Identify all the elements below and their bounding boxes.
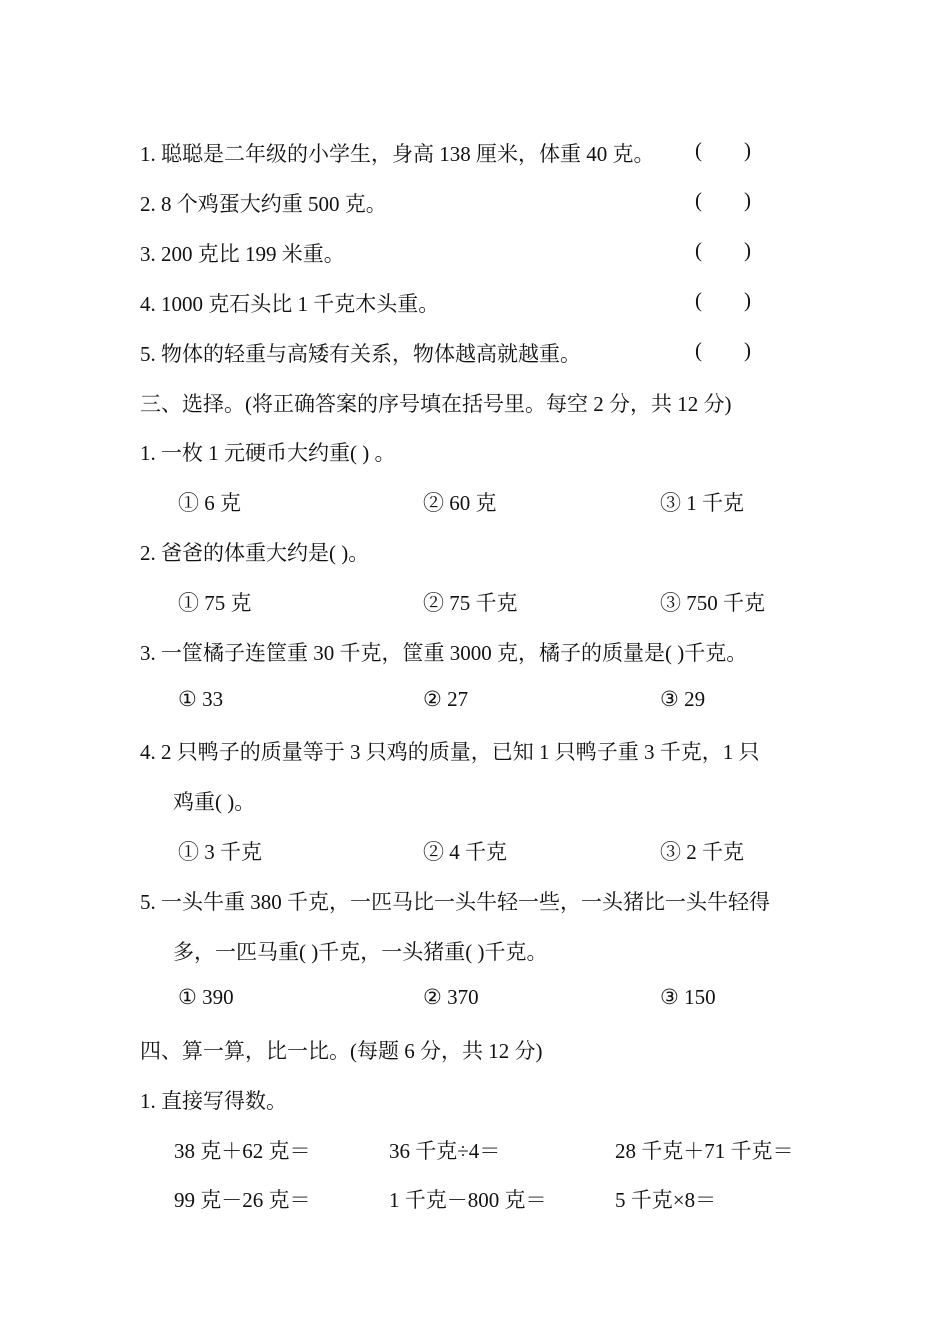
choice-question-3: 3. 一筐橘子连筐重 30 千克，筐重 3000 克，橘子的质量是( )千克。	[140, 641, 748, 665]
section-heading-calc: 四、算一算，比一比。(每题 6 分，共 12 分)	[140, 1039, 543, 1063]
calc-subheading: 1. 直接写得数。	[140, 1089, 287, 1113]
choice-4-option-2: ② 4 千克	[423, 840, 507, 864]
calc-item: 1 千克－800 克＝	[389, 1188, 547, 1212]
answer-bracket-2[interactable]: ( )	[695, 188, 751, 212]
choice-5-option-2: ② 370	[423, 985, 479, 1009]
judge-item-2: 2. 8 个鸡蛋大约重 500 克。	[140, 192, 387, 216]
choice-4-option-1: ① 3 千克	[178, 840, 262, 864]
section-heading-choice: 三、选择。(将正确答案的序号填在括号里。每空 2 分，共 12 分)	[140, 392, 732, 416]
choice-2-option-3: ③ 750 千克	[660, 591, 765, 615]
answer-bracket-4[interactable]: ( )	[695, 288, 751, 312]
answer-bracket-5[interactable]: ( )	[695, 338, 751, 362]
calc-item: 28 千克＋71 千克＝	[615, 1139, 794, 1163]
judge-item-3: 3. 200 克比 199 米重。	[140, 242, 345, 266]
choice-2-option-1: ① 75 克	[178, 591, 252, 615]
calc-item: 36 千克÷4＝	[389, 1139, 501, 1163]
choice-question-5-line-2: 多，一匹马重( )千克，一头猪重( )千克。	[173, 940, 548, 964]
answer-bracket-1[interactable]: ( )	[695, 138, 751, 162]
choice-question-4-line-2: 鸡重( )。	[173, 790, 256, 814]
judge-item-4: 4. 1000 克石头比 1 千克木头重。	[140, 292, 440, 316]
judge-item-1: 1. 聪聪是二年级的小学生，身高 138 厘米，体重 40 克。	[140, 142, 655, 166]
choice-3-option-3: ③ 29	[660, 687, 706, 711]
answer-bracket-3[interactable]: ( )	[695, 238, 751, 262]
choice-1-option-2: ② 60 克	[423, 491, 497, 515]
choice-5-option-3: ③ 150	[660, 985, 716, 1009]
choice-5-option-1: ① 390	[178, 985, 234, 1009]
choice-3-option-2: ② 27	[423, 687, 469, 711]
choice-question-5-line-1: 5. 一头牛重 380 千克，一匹马比一头牛轻一些，一头猪比一头牛轻得	[140, 890, 770, 914]
choice-question-1: 1. 一枚 1 元硬币大约重( ) 。	[140, 441, 396, 465]
choice-3-option-1: ① 33	[178, 687, 224, 711]
choice-question-4-line-1: 4. 2 只鸭子的质量等于 3 只鸡的质量，已知 1 只鸭子重 3 千克，1 只	[140, 740, 760, 764]
calc-item: 38 克＋62 克＝	[174, 1139, 311, 1163]
choice-1-option-1: ① 6 克	[178, 491, 241, 515]
choice-2-option-2: ② 75 千克	[423, 591, 518, 615]
choice-question-2: 2. 爸爸的体重大约是( )。	[140, 541, 370, 565]
choice-1-option-3: ③ 1 千克	[660, 491, 744, 515]
calc-item: 5 千克×8＝	[615, 1188, 717, 1212]
calc-item: 99 克－26 克＝	[174, 1188, 311, 1212]
choice-4-option-3: ③ 2 千克	[660, 840, 744, 864]
judge-item-5: 5. 物体的轻重与高矮有关系，物体越高就越重。	[140, 342, 581, 366]
